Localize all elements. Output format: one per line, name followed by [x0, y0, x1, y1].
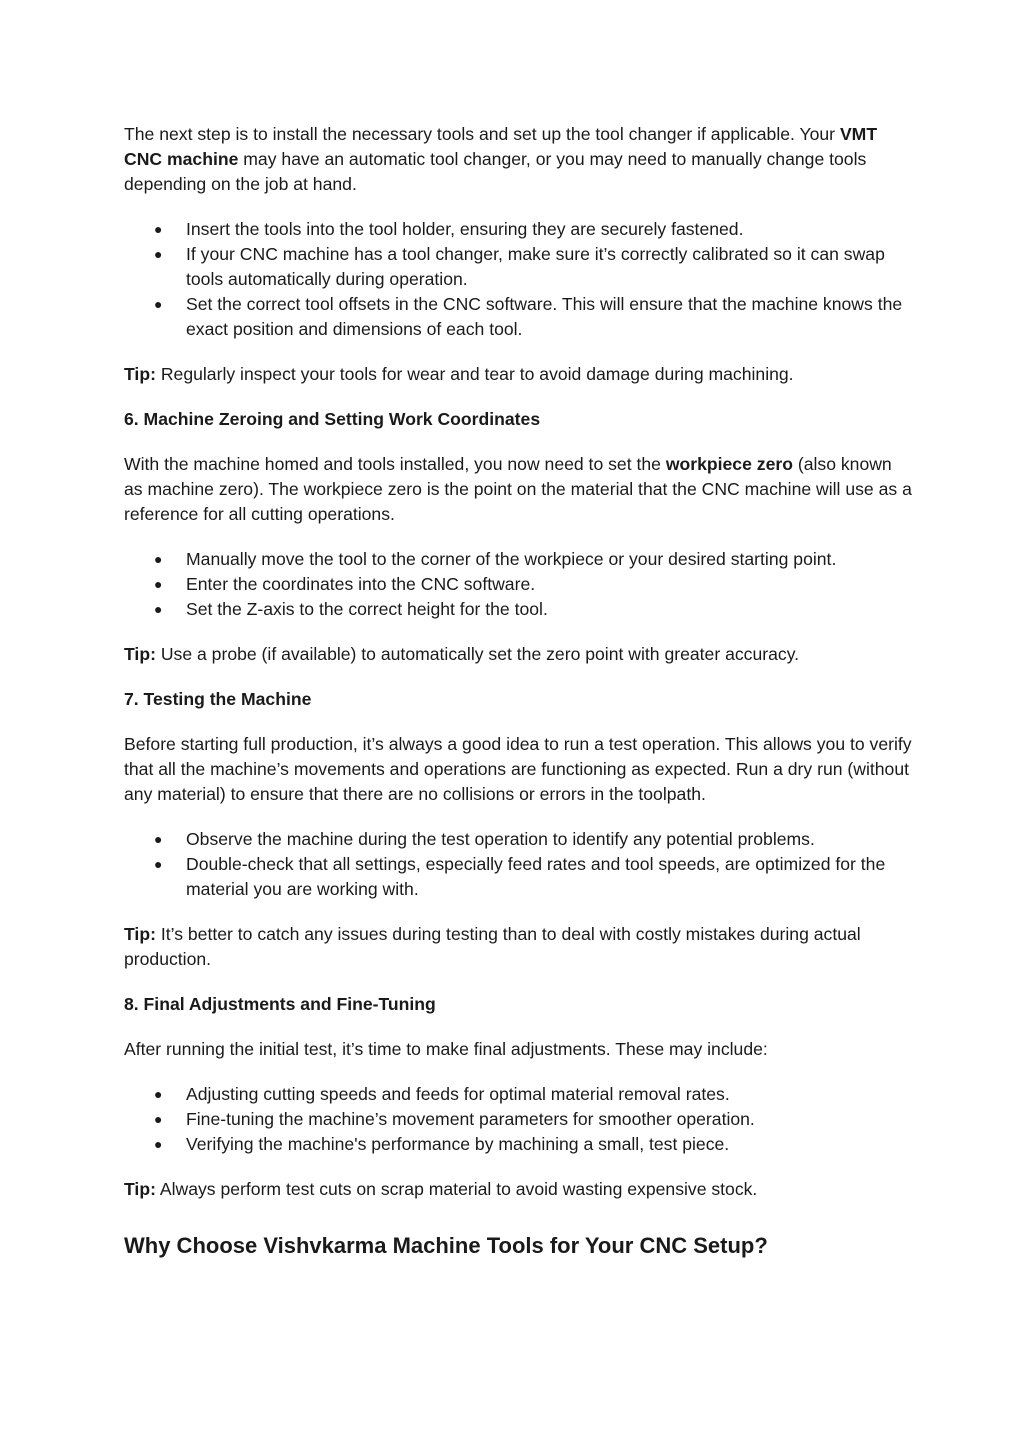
section-8-paragraph: After running the initial test, it’s time to make final adjustments. These may include: — [124, 1039, 768, 1059]
tip-label: Tip: — [124, 364, 156, 384]
list-item: ● Verifying the machine's performance by machining a small, test piece. — [154, 1134, 730, 1154]
list-item: ● Insert the tools into the tool holder, ensuring they are securely fastened. — [154, 219, 744, 239]
section-8-list — [124, 1082, 914, 1157]
intro-text: The next step is to install the necessary tools and set up the tool changer if applicable. Your — [124, 124, 840, 144]
tip-label: Tip: — [124, 644, 156, 664]
list-item: ● Adjusting cutting speeds and feeds for optimal material removal rates. — [154, 1084, 730, 1104]
section-7-heading: 7. Testing the Machine — [124, 689, 312, 709]
tip-paragraph: Tip: Use a probe (if available) to automatically set the zero point with greater accuracy. — [124, 644, 800, 664]
intro-paragraph — [124, 122, 914, 197]
section-6-heading: 6. Machine Zeroing and Setting Work Coordinates — [124, 409, 541, 429]
list-item: ● Enter the coordinates into the CNC software. — [154, 574, 536, 594]
closing-heading: Why Choose Vishvkarma Machine Tools for Your CNC Setup? — [124, 1233, 768, 1258]
tip-label: Tip: — [124, 924, 156, 944]
document-page — [124, 122, 914, 1261]
section-6-list — [124, 547, 914, 622]
intro-bold: VMT CNC machine — [124, 124, 878, 169]
tip-label: Tip: — [124, 1179, 156, 1199]
section-7-list — [124, 827, 914, 902]
list-item: ● Set the Z-axis to the correct height for the tool. — [154, 599, 548, 619]
list-item: ● Fine-tuning the machine’s movement parameters for smoother operation. — [154, 1109, 755, 1129]
list-item: ● Double-check that all settings, especially feed rates and tool speeds, are optimized for the material you are working with. — [154, 854, 886, 899]
list-item: ● Observe the machine during the test operation to identify any potential problems. — [154, 829, 815, 849]
list-item: ● If your CNC machine has a tool changer, make sure it’s correctly calibrated so it can swap tools automatically during operation. — [154, 244, 885, 289]
list-item: ● Manually move the tool to the corner of the workpiece or your desired starting point. — [154, 549, 837, 569]
intro-text-end: may have an automatic tool changer, or you may need to manually change tools depending on the job at hand. — [124, 149, 867, 194]
section-6-paragraph: With the machine homed and tools installed, you now need to set the workpiece zero (also known as machine zero). The workpiece zero is the point on the material that the CNC machine will use as a reference for all cutting operations. — [124, 454, 912, 524]
tip-paragraph: Tip: Regularly inspect your tools for wear and tear to avoid damage during machining. — [124, 364, 794, 384]
tip-paragraph: Tip: It’s better to catch any issues during testing than to deal with costly mistakes during actual production. — [124, 924, 861, 969]
tip-paragraph: Tip: Always perform test cuts on scrap material to avoid wasting expensive stock. — [124, 1179, 758, 1199]
section-8-heading: 8. Final Adjustments and Fine-Tuning — [124, 994, 436, 1014]
list-item: ● Set the correct tool offsets in the CNC software. This will ensure that the machine knows the exact position and dimensions of each tool. — [154, 294, 903, 339]
tools-list — [124, 217, 914, 342]
section-7-paragraph: Before starting full production, it’s always a good idea to run a test operation. This allows you to verify that all the machine’s movements and operations are functioning as expected. Run a dry run (without any material) to ensure that there are no collisions or errors in the toolpath. — [124, 734, 912, 804]
